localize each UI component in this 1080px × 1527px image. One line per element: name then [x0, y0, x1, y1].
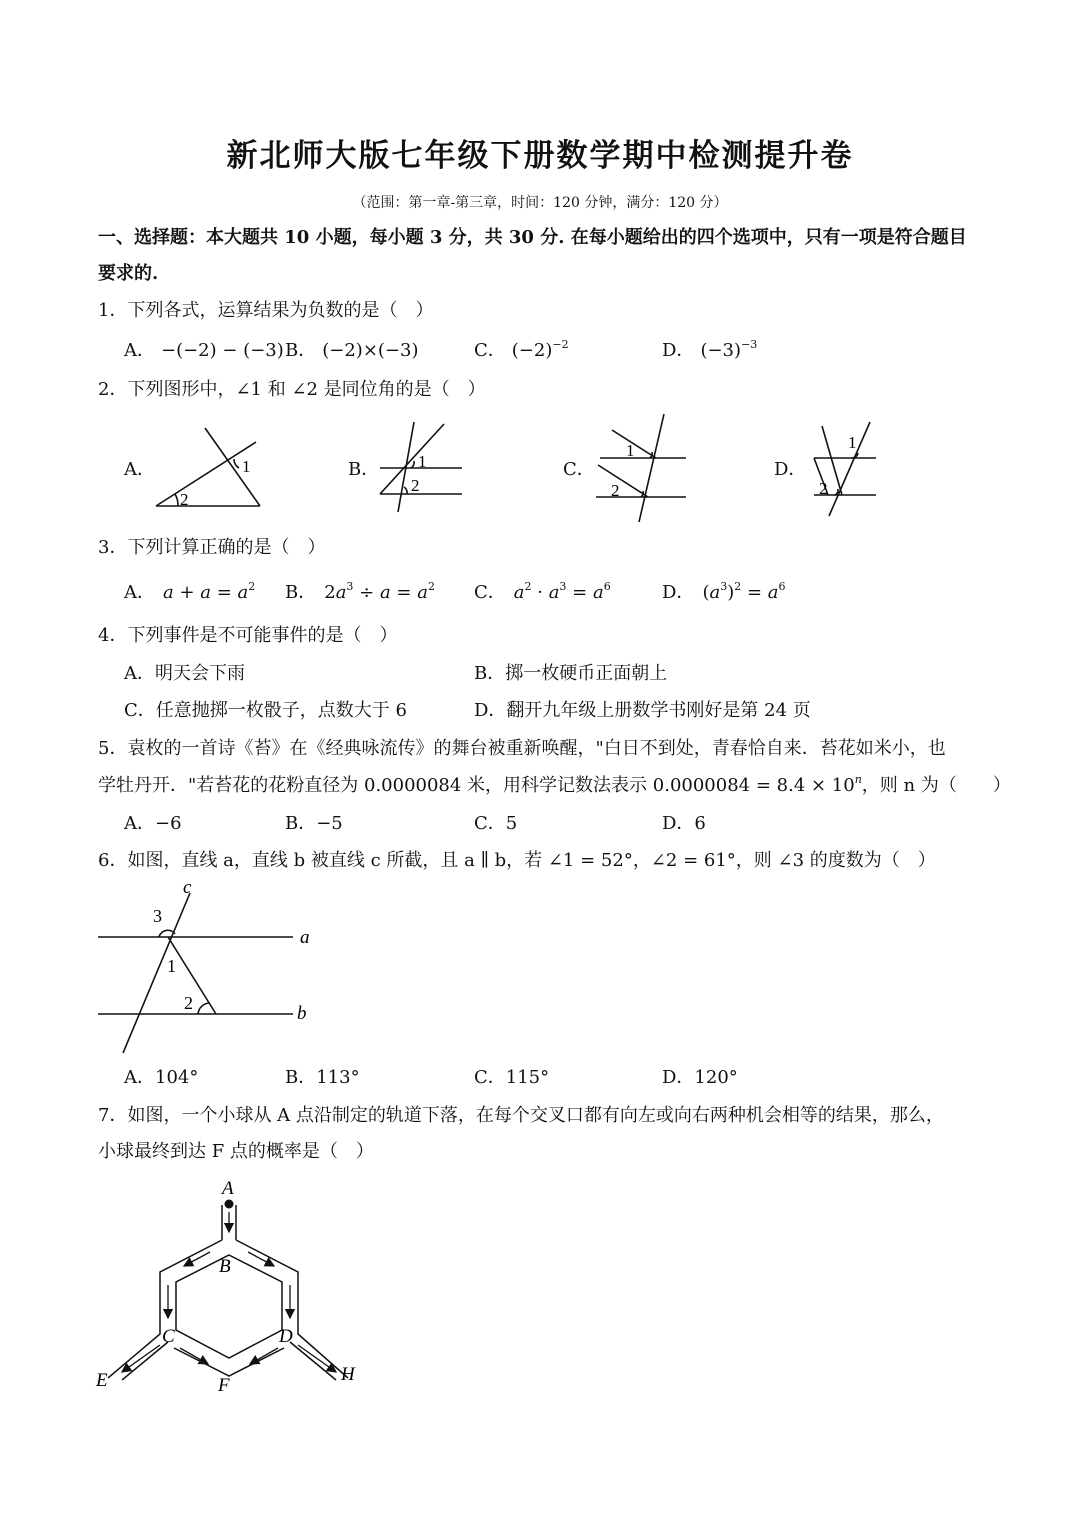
point-f-label: F — [218, 1375, 230, 1396]
q1-option-d[interactable] — [662, 339, 757, 363]
question-1-stem: 1．下列各式，运算结果为负数的是（ ） — [98, 300, 434, 321]
page-title: 新北师大版七年级下册数学期中检测提升卷 — [226, 138, 854, 174]
angle-2-label: 2 — [180, 490, 189, 509]
angle-1-label: 1 — [242, 457, 251, 476]
q3-option-c[interactable] — [474, 581, 611, 605]
angle-1-label: 1 — [848, 433, 857, 452]
q3-b-label: B． — [285, 582, 317, 603]
exam-info: （范围：第一章-第三章，时间：120 分钟，满分：120 分） — [352, 195, 728, 211]
q3-d-expr: $(a^3)^2 = a^6$ — [702, 580, 786, 603]
q4-option-a[interactable]: A．明天会下雨 — [124, 663, 245, 684]
question-7-line1: 7．如图，一个小球从 A 点沿制定的轨道下落，在每个交叉口都有向左或向右两种机会相等的结果，那么， — [98, 1105, 944, 1126]
point-d-label: D — [279, 1326, 293, 1347]
angle-1-label: 1 — [167, 956, 176, 976]
point-c-label: C — [162, 1326, 175, 1347]
q1-b-expr: (−2)×(−3) — [322, 340, 419, 361]
point-a-label: A — [222, 1178, 234, 1199]
q3-a-label: A． — [124, 582, 155, 603]
q1-d-exp: −3 — [741, 338, 758, 351]
point-b-label: B — [219, 1256, 231, 1277]
angle-1-label: 1 — [418, 452, 427, 471]
q3-c-label: C． — [474, 582, 506, 603]
q1-c-label: C． — [474, 340, 506, 361]
question-6-stem: 6．如图，直线 a，直线 b 被直线 c 所截，且 a ∥ b，若 ∠1 = 52°，∠2 = 61°，则 ∠3 的度数为（ ） — [98, 850, 936, 871]
q2-figure-c — [590, 410, 690, 525]
q3-d-label: D． — [662, 582, 695, 603]
q3-option-b[interactable] — [285, 581, 435, 605]
q1-b-label: B． — [285, 340, 317, 361]
q1-option-a[interactable] — [124, 339, 284, 363]
angle-2-label: 2 — [819, 479, 828, 498]
question-4-stem: 4．下列事件是不可能事件的是（ ） — [98, 625, 398, 646]
q1-d-base: (−3) — [700, 340, 742, 361]
q5-line2-b: ，则 n 为（ ） — [861, 775, 1011, 796]
question-2-stem: 2．下列图形中，∠1 和 ∠2 是同位角的是（ ） — [98, 379, 486, 400]
q5-option-c[interactable]: C．5 — [474, 813, 518, 834]
q2-figure-a — [150, 420, 270, 515]
line-a-label: a — [300, 927, 310, 948]
line-c-label: c — [183, 877, 192, 898]
q2-figure-d — [805, 415, 885, 520]
q1-d-label: D． — [662, 340, 695, 361]
q5-exponent: n — [854, 773, 862, 786]
q6-option-d[interactable]: D．120° — [662, 1067, 738, 1088]
q1-c-base: (−2) — [511, 340, 553, 361]
question-5-line1: 5．袁枚的一首诗《苔》在《经典咏流传》的舞台被重新唤醒，"白日不到处，青春恰自来．苔花如米小，也 — [98, 738, 946, 759]
q2-figure-b — [370, 418, 470, 518]
question-3-stem: 3．下列计算正确的是（ ） — [98, 537, 326, 558]
section-heading-cont: 要求的. — [98, 263, 159, 284]
q3-c-expr: $a^2 \cdot a^3 = a^6$ — [513, 580, 611, 603]
q5-option-a[interactable]: A．−6 — [124, 813, 182, 834]
q1-option-c[interactable] — [474, 339, 569, 363]
q4-option-c[interactable]: C．任意抛掷一枚骰子，点数大于 6 — [124, 700, 407, 721]
angle-2-label: 2 — [611, 481, 620, 500]
q5-option-d[interactable]: D．6 — [662, 813, 706, 834]
angle-3-label: 3 — [153, 906, 162, 926]
q2-a-label[interactable]: A． — [124, 459, 155, 480]
angle-2-label: 2 — [184, 993, 193, 1013]
ball-icon — [225, 1200, 234, 1209]
q7-track-figure — [90, 1170, 370, 1395]
angle-2-label: 2 — [411, 476, 420, 495]
q4-option-d[interactable]: D．翻开九年级上册数学书刚好是第 24 页 — [474, 700, 811, 721]
q1-a-label: A． — [124, 340, 155, 361]
q6-option-c[interactable]: C．115° — [474, 1067, 550, 1088]
q1-c-exp: −2 — [552, 338, 569, 351]
q6-option-a[interactable]: A．104° — [124, 1067, 199, 1088]
line-b-label: b — [297, 1003, 307, 1024]
q6-option-b[interactable]: B．113° — [285, 1067, 360, 1088]
q3-option-a[interactable] — [124, 581, 255, 605]
q3-b-expr: $2a^3 \div a = a^2$ — [324, 580, 435, 603]
q6-figure — [90, 875, 330, 1060]
q3-a-expr: $a + a = a^2$ — [163, 580, 256, 603]
q5-option-b[interactable]: B．−5 — [285, 813, 343, 834]
point-e-label: E — [96, 1370, 108, 1391]
q5-line2-a: 学牡丹开．"若苔花的花粉直径为 0.0000084 米，用科学记数法表示 0.0000084 = 8.4 × 10 — [98, 775, 855, 796]
q2-d-label[interactable]: D． — [774, 459, 807, 480]
angle-1-label: 1 — [626, 441, 635, 460]
question-7-line2: 小球最终到达 F 点的概率是（ ） — [98, 1141, 374, 1162]
section-heading: 一、选择题：本大题共 10 小题，每小题 3 分，共 30 分. 在每小题给出的四个选项中，只有一项是符合题目 — [98, 227, 967, 248]
q2-c-label[interactable]: C． — [563, 459, 595, 480]
q3-option-d[interactable] — [662, 581, 786, 605]
question-5-line2 — [98, 774, 1011, 798]
q1-a-expr: −(−2) − (−3) — [161, 340, 284, 361]
q1-option-b[interactable] — [285, 339, 418, 363]
q4-option-b[interactable]: B．掷一枚硬币正面朝上 — [474, 663, 668, 684]
point-h-label: H — [341, 1364, 355, 1385]
q2-b-label[interactable]: B． — [348, 459, 380, 480]
